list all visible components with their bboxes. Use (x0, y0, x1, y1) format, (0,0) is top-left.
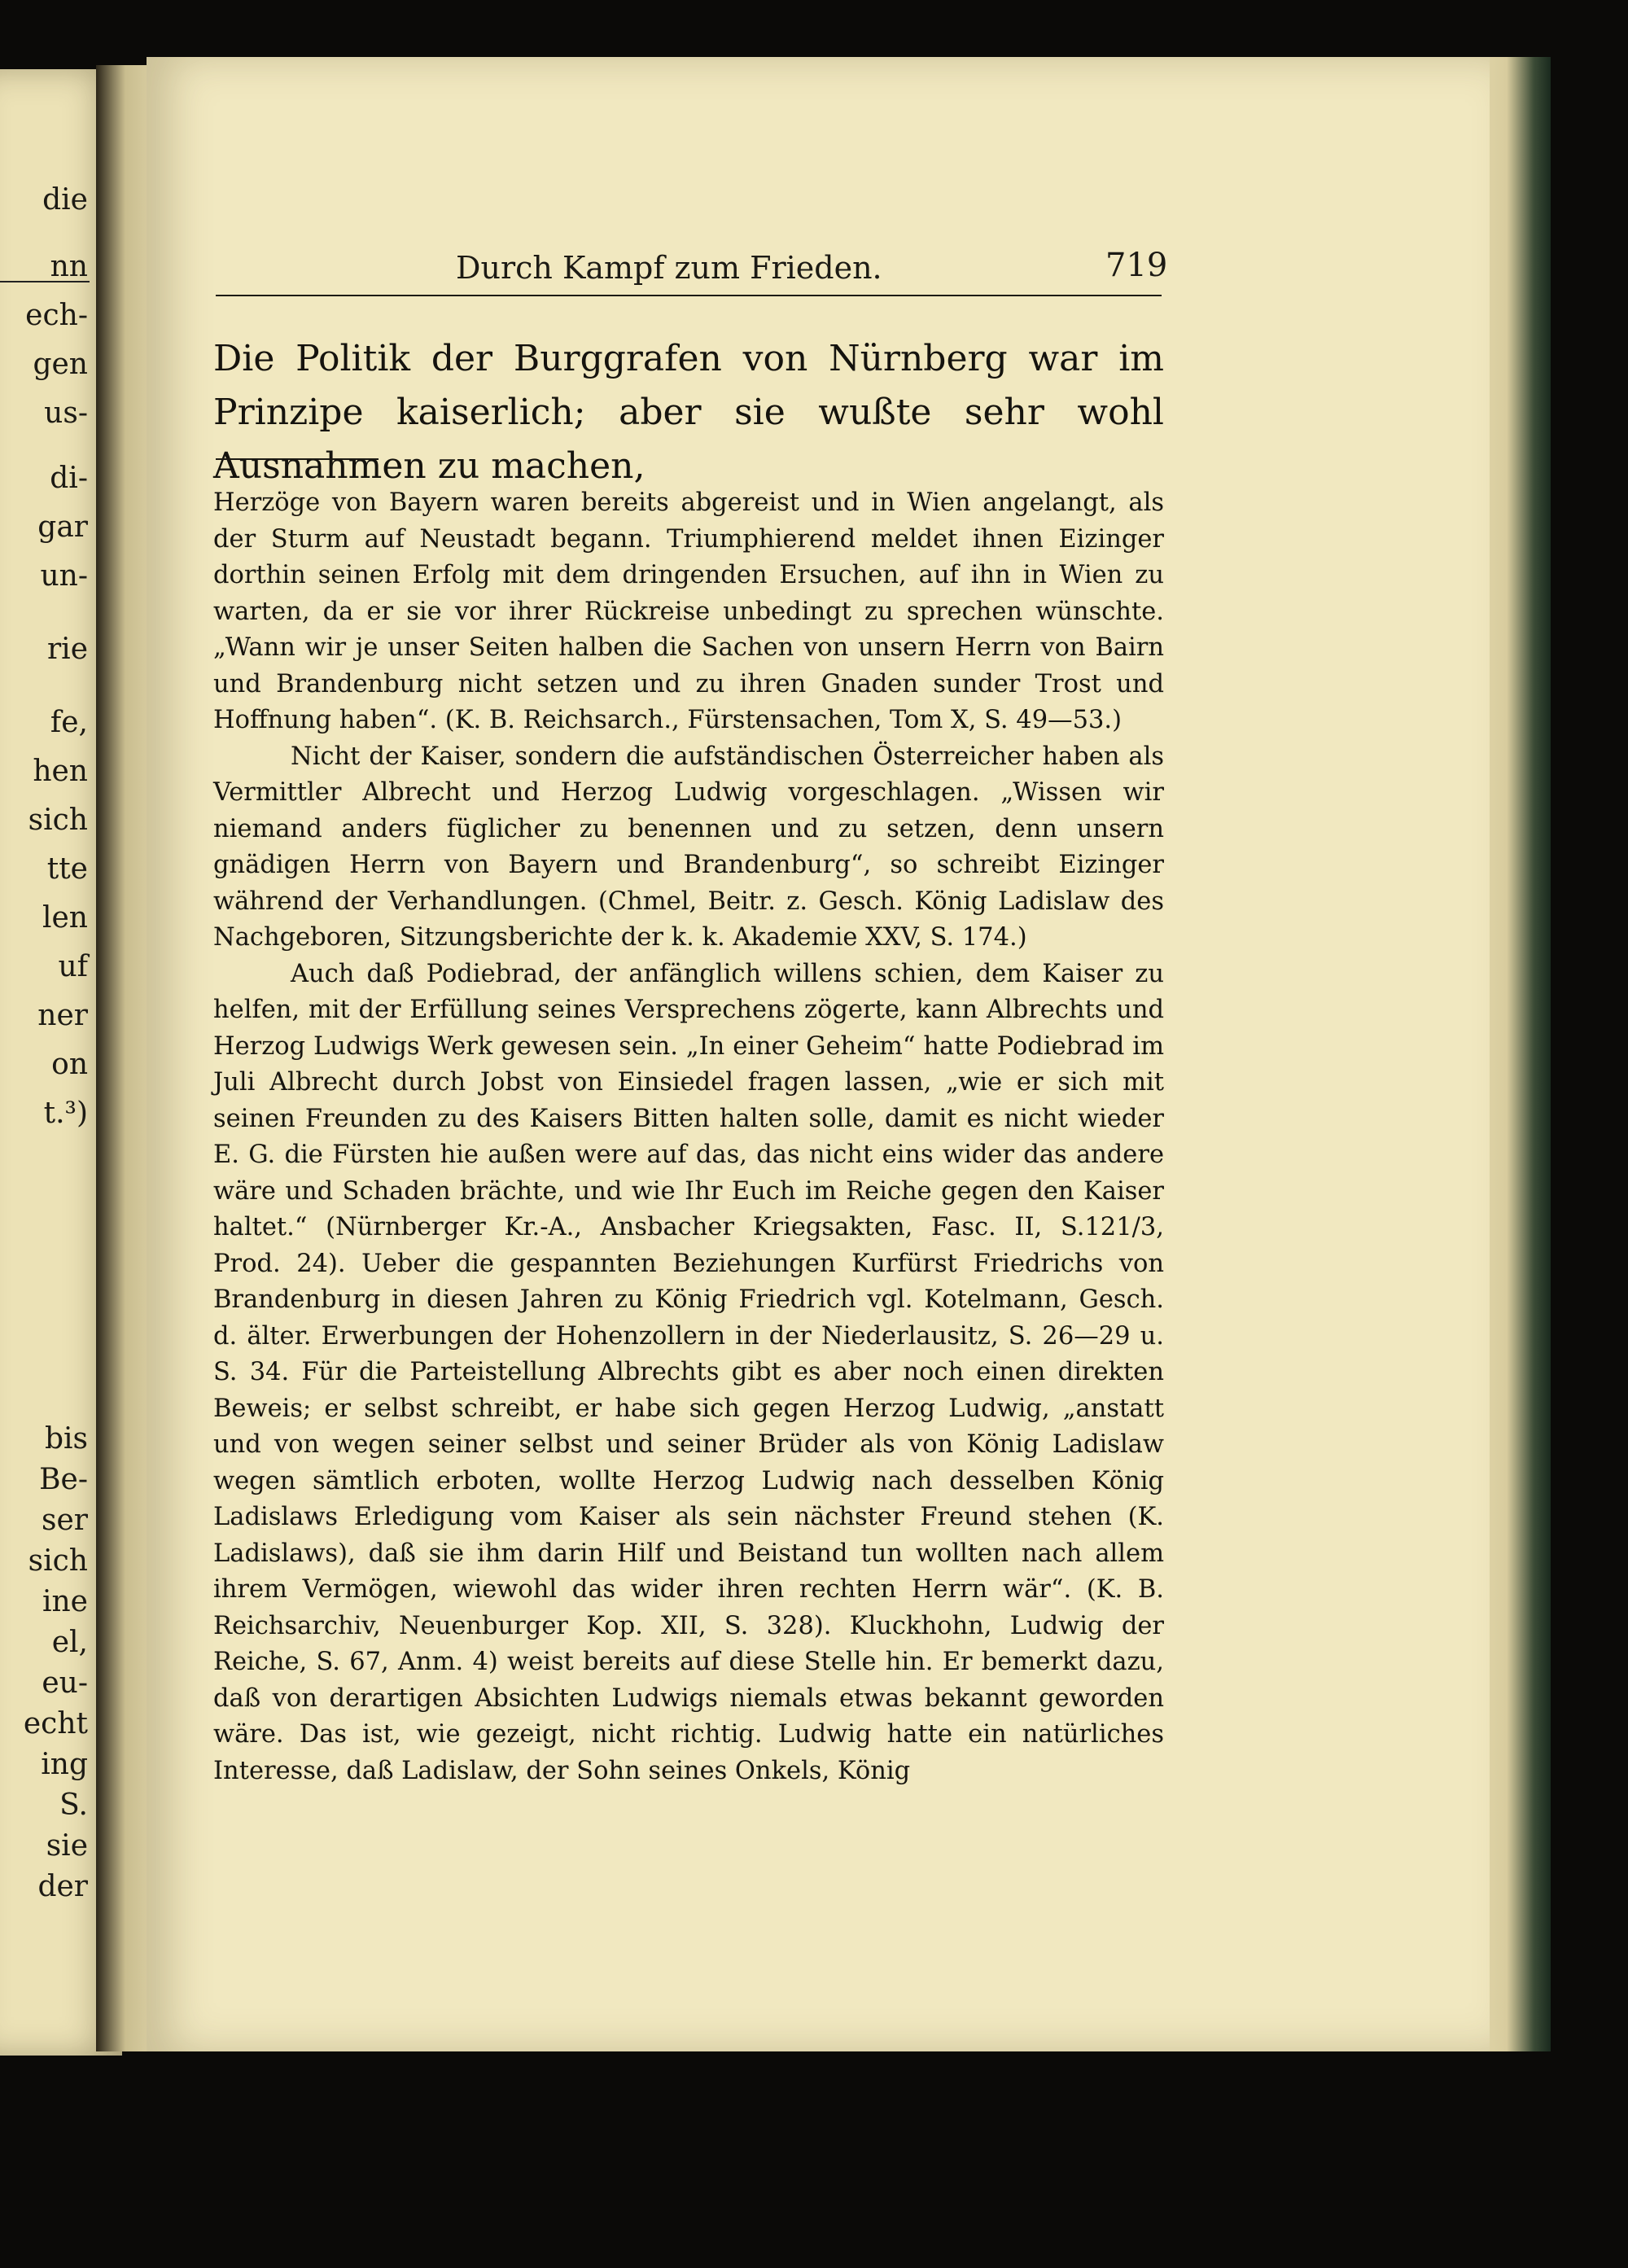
footnote-paragraph: Auch daß Podiebrad, der anfänglich willens schien, dem Kaiser zu helfen, mit der Erfüllung seines Versprechens zögerte, kann Albrechts und Herzog Ludwigs Werk gewesen sein. „In einer Geheim“ hatte Podiebrad im Juli Albrecht durch Jobst von Einsiedel fragen lassen, „wie er sich mit seinen Freunden zu des Kaisers Bitten halten solle, damit es nicht wieder E. G. die Fürsten hie außen were auf das, das nicht eins wider das andere wäre und Schaden brächte, und wie Ihr Euch im Reiche gegen den Kaiser haltet.“ (Nürnberger Kr.-A., Ansbacher Kriegsakten, Fasc. II, S.121/3, Prod. 24). Ueber die gespannten Beziehungen Kurfürst Friedrichs von Brandenburg in diesen Jahren zu König Friedrich vgl. Kotelmann, Gesch. d. älter. Erwerbungen der Hohenzollern in der Niederlausitz, S. 26—29 u. S. 34. Für die Parteistellung Albrechts gibt es aber noch einen direkten Beweis; er selbst schreibt, er habe sich gegen Herzog Ludwig, „anstatt und von wegen seiner selbst und seiner Brüder als von König Ladislaw wegen sämtlich erboten, wollte Herzog Ludwig nach desselben König Ladislaws Erledigung vom Kaiser als sein nächster Freund stehen (K. Ladislaws), daß sie ihm darin Hilf und Beistand tun wollten nach allem ihrem Vermögen, wiewohl das wider ihren rechten Herrn wär“. (K. B. Reichsarchiv, Neuenburger Kop. XII, S. 328). Kluckhohn, Ludwig der Reiche, S. 67, Anm. 4) weist bereits auf diese Stelle hin. Er bemerkt dazu, daß von derartigen Absichten Ludwigs niemals etwas bekannt geworden wäre. Das ist, wie gezeigt, nicht richtig. Ludwig hatte ein natürliches Interesse, daß Ladislaw, der Sohn seines Onkels, König (213, 959, 1164, 1785)
left-page-fragment: un- (40, 559, 88, 593)
left-page-fragment: ser (42, 1504, 88, 1537)
left-page-fragment: di- (50, 462, 88, 495)
footnotes (213, 485, 1164, 1789)
left-page-fragment: fe, (50, 706, 88, 739)
left-page-fragment: len (42, 901, 88, 935)
left-page-fragment: us- (44, 396, 88, 430)
left-page-fragment: gar (37, 510, 88, 544)
left-page-fragment: der (37, 1870, 88, 1903)
left-page-fragment: on (51, 1048, 88, 1081)
left-page-fragment: t.³) (43, 1097, 88, 1130)
intro-text: Die Politik der Burggrafen von Nürnberg war im Prinzipe kaiserlich; aber sie wußte sehr wohl Ausnahmen zu machen, (213, 338, 1164, 487)
left-page-fragment: ech- (25, 299, 88, 332)
left-page-fragment: nn (50, 250, 88, 283)
left-page-fragment: ing (41, 1748, 88, 1781)
footnote-paragraph: Herzöge von Bayern waren bereits abgereist und in Wien angelangt, als der Sturm auf Neustadt begann. Triumphierend meldet ihnen Eizinger dorthin seinen Erfolg mit dem dringenden Ersuchen, auf ihn in Wien zu warten, da er sie vor ihrer Rückreise unbedingt zu sprechen wünschte. „Wann wir je unser Seiten halben die Sachen von unsern Herrn von Bairn und Brandenburg nicht setzen und zu ihren Gnaden sunder Trost und Hoffnung haben“. (K. B. Reichsarch., Fürstensachen, Tom X, S. 49—53.) (213, 488, 1164, 734)
left-page-fragment: die (42, 183, 88, 217)
left-page-fragment: S. (59, 1789, 88, 1822)
left-page-fragment: sie (46, 1829, 88, 1863)
left-page-fragment: uf (58, 950, 88, 983)
left-page-fragment: hen (33, 755, 88, 788)
page-number: 719 (1105, 247, 1168, 284)
left-page-fragment: sich (28, 1544, 88, 1578)
footnote-paragraph: Nicht der Kaiser, sondern die aufständischen Österreicher haben als Vermittler Albrecht und Herzog Ludwig vorgeschlagen. „Wissen wir niemand anders füglicher zu benennen und zu setzen, denn unsern gnädigen Herrn von Bayern und Brandenburg“, so schreibt Eizinger während der Verhandlungen. (Chmel, Beitr. z. Gesch. König Ladislaw des Nachgeboren, Sitzungsberichte der k. k. Akademie XXV, S. 174.) (213, 742, 1164, 952)
left-page-fragment: eu- (42, 1666, 88, 1700)
left-page-fragment: echt (23, 1707, 88, 1740)
header-rule (216, 295, 1162, 296)
running-title: Durch Kampf zum Frieden. (456, 250, 882, 286)
left-page-fragment: rie (46, 633, 88, 666)
left-page-fragment: Be- (39, 1463, 88, 1496)
left-page-fragment: bis (44, 1422, 88, 1456)
left-page-fragment: tte (46, 852, 88, 886)
left-page-fragment: sich (28, 803, 88, 837)
left-page-fragment: gen (33, 348, 88, 381)
left-page-fragment: el, (51, 1626, 88, 1659)
footnote-separator (216, 458, 379, 460)
left-page-fragment: ine (42, 1585, 88, 1618)
left-page-fragment: ner (37, 999, 88, 1032)
